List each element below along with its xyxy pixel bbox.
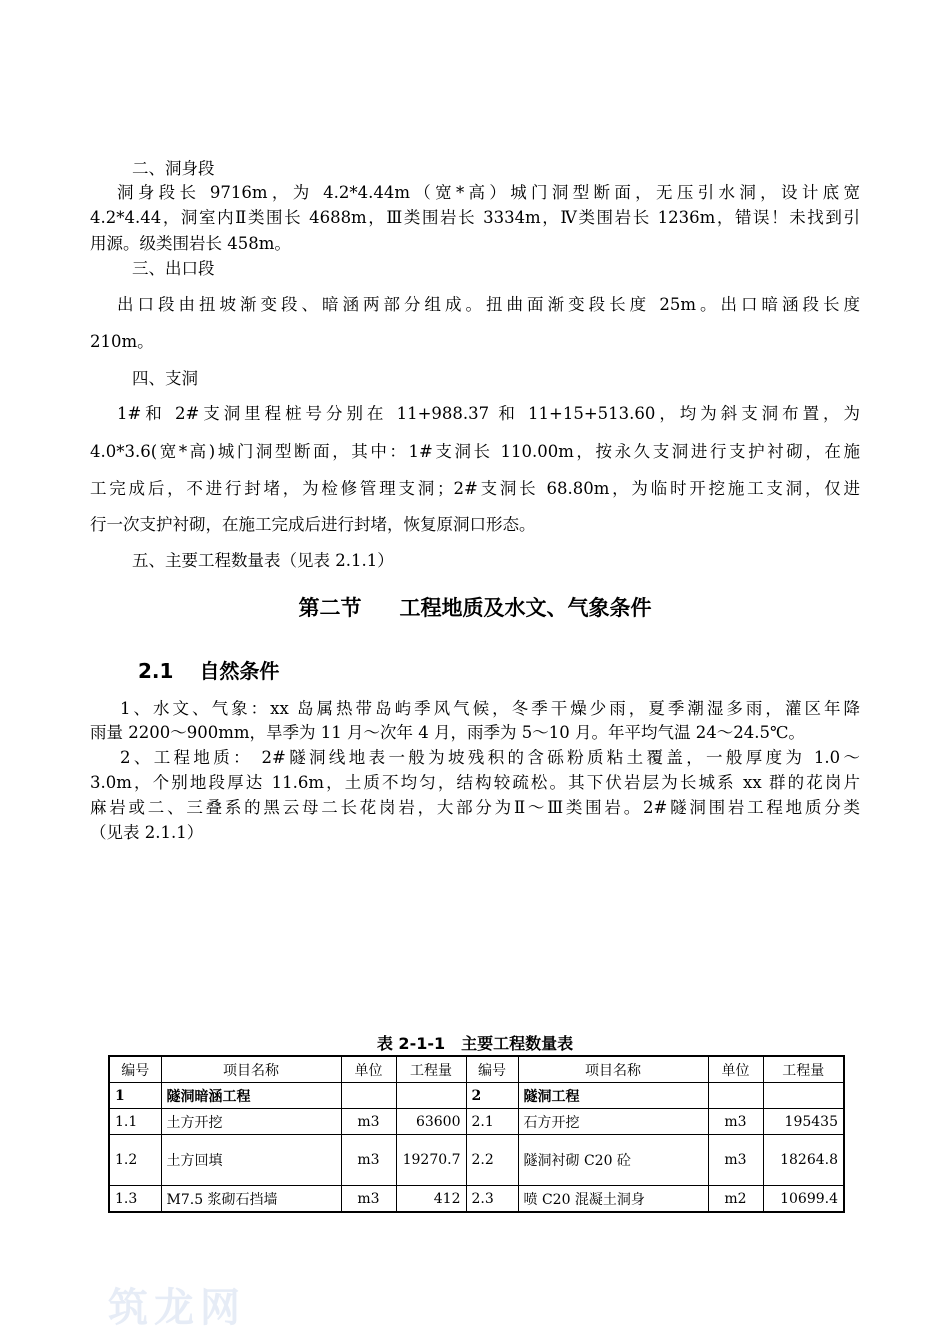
- geology-line-4: （见表 2.1.1）: [90, 823, 204, 842]
- cell-unit: m3: [341, 1186, 396, 1213]
- cell-unit: m3: [341, 1135, 396, 1186]
- cell-unit: [708, 1083, 763, 1109]
- geology-line-2: 3.0m，个别地段厚达 11.6m，土质不均匀，结构较疏松。其下伏岩层为长城系 xx 群的花岗片: [90, 773, 860, 792]
- watermark: 筑龙网: [108, 1285, 246, 1331]
- cell-item: 喷 C20 混凝土洞身: [518, 1186, 708, 1213]
- cell-unit: m3: [708, 1135, 763, 1186]
- branch-line-3: 工完成后，不进行封堵，为检修管理支洞；2#支洞长 68.80m，为临时开挖施工支洞，仅进: [90, 479, 860, 498]
- table-row: [109, 1109, 844, 1135]
- section-heading-tunnel-body: 二、洞身段: [132, 159, 215, 178]
- table-header-row: [109, 1056, 844, 1083]
- branch-line-4: 行一次支护衬砌，在施工完成后进行封堵，恢复原洞口形态。: [90, 515, 536, 534]
- cell-unit: m3: [708, 1109, 763, 1135]
- header-cell: 项目名称: [518, 1056, 708, 1083]
- quantity-table: [108, 1055, 845, 1213]
- cell-item: 土方开挖: [161, 1109, 341, 1135]
- cell-quantity: 412: [396, 1186, 466, 1213]
- tunnel-body-line-1: 洞身段长 9716m，为 4.2*4.44m（宽*高）城门洞型断面，无压引水洞，设计底宽: [117, 183, 860, 202]
- cell-unit: m3: [341, 1109, 396, 1135]
- cell-item: 隧洞衬砌 C20 砼: [518, 1135, 708, 1186]
- subsection-title: 自然条件: [199, 659, 280, 683]
- chapter-title: 工程地质及水文、气象条件: [399, 596, 652, 620]
- cell-quantity: 195435: [763, 1109, 844, 1135]
- header-cell: 编号: [109, 1056, 161, 1083]
- cell-code: 2.3: [466, 1186, 518, 1213]
- cell-quantity: 19270.7: [396, 1135, 466, 1186]
- cell-code: 2.1: [466, 1109, 518, 1135]
- header-cell: 工程量: [763, 1056, 844, 1083]
- hydrology-line-2: 雨量 2200～900mm，旱季为 11 月～次年 4 月，雨季为 5～10 月。年平均气温 24～24.5℃。: [90, 723, 805, 742]
- chapter-number: 第二节: [298, 596, 362, 620]
- branch-line-1: 1#和 2#支洞里程桩号分别在 11+988.37 和 11+15+513.60，均为斜支洞布置，为: [117, 404, 860, 423]
- header-cell: 单位: [708, 1056, 763, 1083]
- hydrology-line-1: 1、水文、气象：xx 岛属热带岛屿季风气候，冬季干燥少雨，夏季潮湿多雨，灌区年降: [120, 699, 860, 718]
- section-heading-branch-tunnel: 四、支洞: [132, 369, 198, 388]
- cell-item: 石方开挖: [518, 1109, 708, 1135]
- branch-line-2: 4.0*3.6(宽*高)城门洞型断面，其中：1#支洞长 110.00m，按永久支洞进行支护衬砌，在施: [90, 442, 860, 461]
- header-cell: 编号: [466, 1056, 518, 1083]
- header-cell: 工程量: [396, 1056, 466, 1083]
- cell-code: 2: [466, 1083, 518, 1109]
- cell-item: 隧洞暗涵工程: [161, 1083, 341, 1109]
- cell-quantity: 10699.4: [763, 1186, 844, 1213]
- geology-line-3: 麻岩或二、三叠系的黑云母二长花岗岩，大部分为Ⅱ～Ⅲ类围岩。2#隧洞围岩工程地质分类: [90, 798, 860, 817]
- cell-code: 2.2: [466, 1135, 518, 1186]
- header-cell: 项目名称: [161, 1056, 341, 1083]
- cell-quantity: [763, 1083, 844, 1109]
- table-row: [109, 1083, 844, 1109]
- table-title: 表 2-1-1 主要工程数量表: [376, 1034, 574, 1053]
- cell-item: 土方回填: [161, 1135, 341, 1186]
- outlet-line-1: 出口段由扭坡渐变段、暗涵两部分组成。扭曲面渐变段长度 25m。出口暗涵段长度: [117, 295, 860, 314]
- cell-code: 1.3: [109, 1186, 161, 1213]
- cell-quantity: 63600: [396, 1109, 466, 1135]
- cell-code: 1.2: [109, 1135, 161, 1186]
- section-heading-outlet: 三、出口段: [132, 259, 215, 278]
- table-row: [109, 1186, 844, 1213]
- cell-item: M7.5 浆砌石挡墙: [161, 1186, 341, 1213]
- section-heading-quantity-table: 五、主要工程数量表（见表 2.1.1）: [132, 551, 394, 570]
- chapter-heading: [0, 592, 950, 622]
- tunnel-body-line-2: 4.2*4.44，洞室内Ⅱ类围长 4688m，Ⅲ类围岩长 3334m，Ⅳ类围岩长 1236m，错误！未找到引: [90, 208, 860, 227]
- tunnel-body-line-3: 用源。级类围岩长 458m。: [90, 234, 291, 253]
- subsection-heading: [138, 655, 279, 684]
- geology-line-1: 2、工程地质： 2#隧洞线地表一般为坡残积的含砾粉质粘土覆盖，一般厚度为 1.0～: [120, 748, 860, 767]
- cell-item: 隧洞工程: [518, 1083, 708, 1109]
- cell-code: 1: [109, 1083, 161, 1109]
- cell-code: 1.1: [109, 1109, 161, 1135]
- outlet-line-2: 210m。: [90, 332, 154, 351]
- cell-quantity: [396, 1083, 466, 1109]
- table-row: [109, 1135, 844, 1186]
- cell-unit: m2: [708, 1186, 763, 1213]
- subsection-number: 2.1: [138, 659, 174, 683]
- cell-unit: [341, 1083, 396, 1109]
- header-cell: 单位: [341, 1056, 396, 1083]
- cell-quantity: 18264.8: [763, 1135, 844, 1186]
